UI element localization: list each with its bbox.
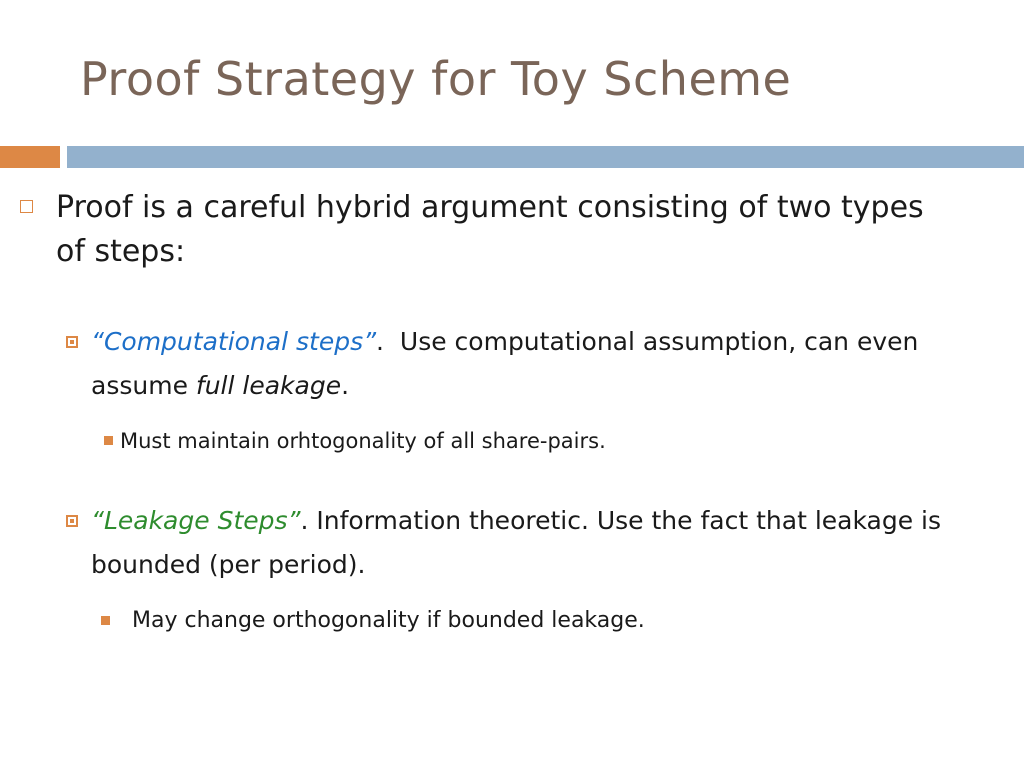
computational-steps-paragraph: [91, 320, 971, 408]
hollow-square-bullet-icon: [20, 200, 33, 213]
leakage-steps-text: . Information theoretic. Use the fact that leakage is bounded (per period).: [91, 506, 941, 579]
bullet-main-text: Proof is a careful hybrid argument consisting of two types of steps:: [56, 190, 924, 269]
computational-steps-text-b: .: [341, 371, 350, 400]
computational-steps-highlight: “Computational steps”: [91, 327, 377, 356]
boxed-square-bullet-icon: [66, 515, 78, 527]
computational-steps-period: .: [376, 327, 384, 356]
full-leakage-emphasis: full leakage: [195, 371, 342, 400]
computational-steps-detail: Must maintain orhtogonality of all share-pairs.: [120, 429, 606, 453]
header-accent-bar-blue: [67, 146, 1024, 168]
filled-square-bullet-icon: [101, 616, 110, 625]
leakage-steps-paragraph: [91, 499, 971, 587]
leakage-steps-highlight: “Leakage Steps”: [91, 506, 301, 535]
filled-square-bullet-icon: [104, 436, 113, 445]
boxed-square-bullet-icon: [66, 336, 78, 348]
leakage-steps-detail: May change orthogonality if bounded leakage.: [132, 608, 645, 633]
slide-title: Proof Strategy for Toy Scheme: [80, 52, 792, 106]
header-accent-bar-orange: [0, 146, 60, 168]
computational-steps-text-a: Use computational assumption, can even assume: [91, 327, 927, 400]
